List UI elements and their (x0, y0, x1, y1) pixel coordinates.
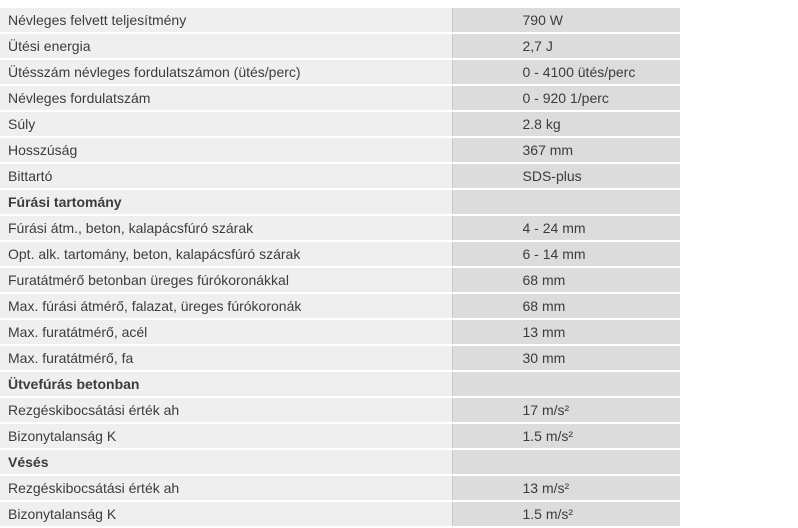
spec-label: Hosszúság (0, 137, 452, 163)
table-row (0, 215, 680, 241)
table-row (0, 267, 680, 293)
spec-label: Bizonytalanság K (0, 423, 452, 449)
spec-table (0, 8, 680, 528)
spec-value: 30 mm (452, 345, 680, 371)
spec-label: Ütési energia (0, 33, 452, 59)
spec-label: Fúrási átm., beton, kalapácsfúró szárak (0, 215, 452, 241)
spec-label: Névleges felvett teljesítmény (0, 8, 452, 33)
spec-label: Névleges fordulatszám (0, 85, 452, 111)
table-row (0, 501, 680, 527)
spec-value: 13 m/s² (452, 475, 680, 501)
table-row (0, 475, 680, 501)
spec-value: 0 - 920 1/perc (452, 85, 680, 111)
spec-value: 367 mm (452, 137, 680, 163)
table-row (0, 163, 680, 189)
spec-label: Ütésszám névleges fordulatszámon (ütés/perc) (0, 59, 452, 85)
section-title: Fúrási tartomány (0, 189, 452, 215)
spec-value: 790 W (452, 8, 680, 33)
spec-value: 68 mm (452, 293, 680, 319)
spec-value: 6 - 14 mm (452, 241, 680, 267)
spec-label: Súly (0, 111, 452, 137)
spec-value: SDS-plus (452, 163, 680, 189)
spec-value: 1.5 m/s² (452, 501, 680, 527)
table-row (0, 111, 680, 137)
spec-value: 1.5 m/s² (452, 423, 680, 449)
spec-label: Max. furatátmérő, fa (0, 345, 452, 371)
spec-value: 2.8 kg (452, 111, 680, 137)
table-row (0, 241, 680, 267)
spec-value (452, 371, 680, 397)
table-row (0, 137, 680, 163)
table-row (0, 319, 680, 345)
section-title: Ütvefúrás betonban (0, 371, 452, 397)
spec-value: 13 mm (452, 319, 680, 345)
spec-value (452, 189, 680, 215)
table-row (0, 423, 680, 449)
spec-label: Max. furatátmérő, acél (0, 319, 452, 345)
spec-value: 2,7 J (452, 33, 680, 59)
section-title: Vésés (0, 449, 452, 475)
spec-value: 68 mm (452, 267, 680, 293)
spec-value: 17 m/s² (452, 397, 680, 423)
section-header-row (0, 449, 680, 475)
spec-label: Bizonytalanság K (0, 501, 452, 527)
table-row (0, 8, 680, 33)
spec-label: Max. fúrási átmérő, falazat, üreges fúrókoronák (0, 293, 452, 319)
spec-label: Rezgéskibocsátási érték ah (0, 475, 452, 501)
spec-table-body (0, 8, 680, 527)
table-row (0, 33, 680, 59)
spec-value (452, 449, 680, 475)
spec-label: Bittartó (0, 163, 452, 189)
section-header-row (0, 189, 680, 215)
table-row (0, 85, 680, 111)
spec-label: Opt. alk. tartomány, beton, kalapácsfúró szárak (0, 241, 452, 267)
section-header-row (0, 371, 680, 397)
table-row (0, 397, 680, 423)
spec-label: Furatátmérő betonban üreges fúrókoronákkal (0, 267, 452, 293)
table-row (0, 293, 680, 319)
table-row (0, 59, 680, 85)
spec-value: 4 - 24 mm (452, 215, 680, 241)
table-row (0, 345, 680, 371)
spec-label: Rezgéskibocsátási érték ah (0, 397, 452, 423)
spec-value: 0 - 4100 ütés/perc (452, 59, 680, 85)
